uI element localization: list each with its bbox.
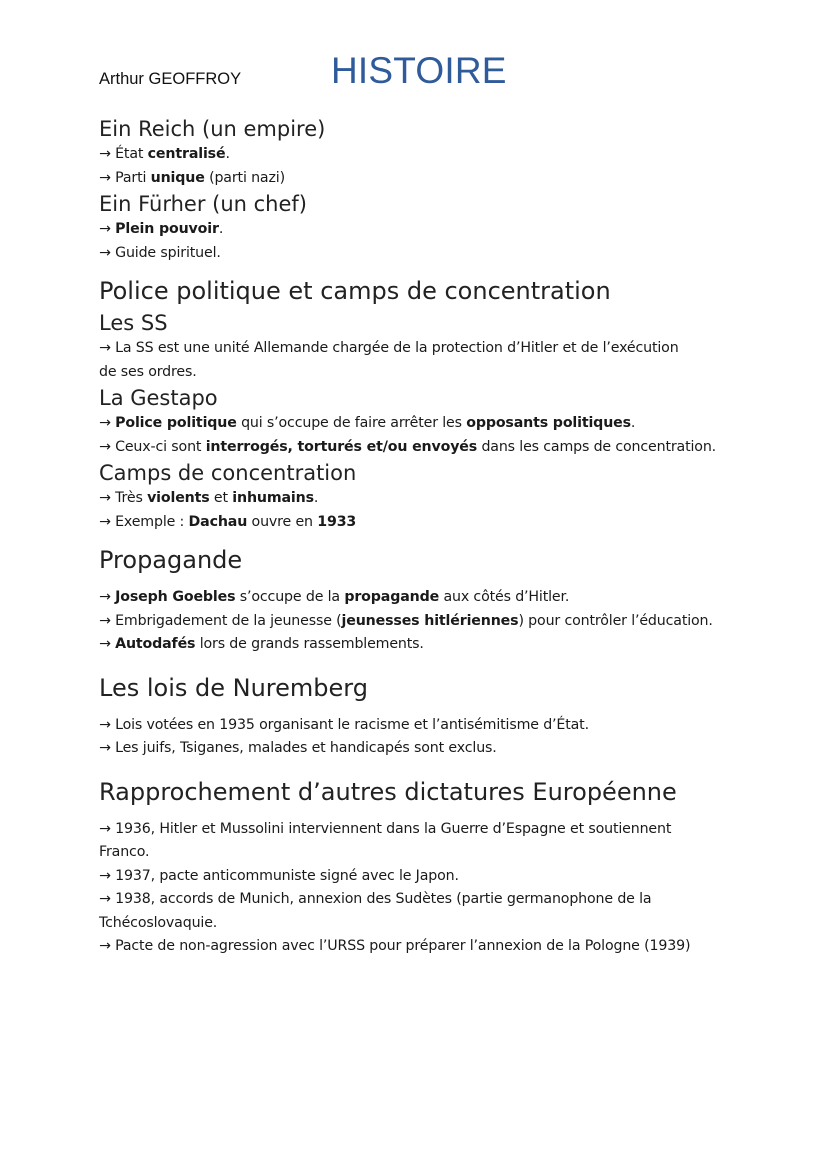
text-line <box>99 714 759 738</box>
text-run: → Pacte de non-agression avec l’URSS pour préparer l’annexion de la Pologne (1939) <box>99 938 691 954</box>
bold-text: Joseph Goebles <box>115 589 236 605</box>
text-run: lors de grands rassemblements. <box>195 636 424 652</box>
text-run: Tchécoslovaquie. <box>99 914 218 931</box>
subsection-heading: Camps de concentration <box>99 461 357 485</box>
text-line <box>99 888 759 912</box>
text-run: → 1936, Hitler et Mussolini interviennent dans la Guerre d’Espagne et soutiennent <box>99 820 672 837</box>
bold-text: inhumains <box>232 490 314 506</box>
bold-text: propagande <box>344 589 440 605</box>
text-line <box>99 218 759 242</box>
text-run: dans les camps de concentration. <box>477 438 717 455</box>
text-run: (parti nazi) <box>204 169 285 186</box>
text-line <box>99 935 759 959</box>
bold-text: Dachau <box>188 513 248 530</box>
text-run: → État <box>99 146 148 162</box>
text-line <box>99 337 759 361</box>
text-line <box>99 412 759 436</box>
bold-text: interrogés, torturés et/ou envoyés <box>205 438 478 455</box>
subsection-heading: Les SS <box>99 311 168 335</box>
text-line <box>99 436 759 460</box>
text-line <box>99 818 759 842</box>
text-run: et <box>209 490 233 506</box>
spacer <box>99 761 759 776</box>
spacer <box>99 534 759 544</box>
text-run: → Ceux-ci sont <box>99 438 206 455</box>
bold-text: unique <box>150 169 205 186</box>
text-run: → <box>99 636 116 652</box>
spacer <box>99 265 759 275</box>
text-line <box>99 633 759 657</box>
text-line <box>99 242 759 266</box>
bold-text: 1933 <box>317 513 357 530</box>
text-run: . <box>313 490 319 506</box>
text-line <box>99 912 759 936</box>
text-run: → 1938, accords de Munich, annexion des Sudètes (partie germanophone de la <box>99 891 652 907</box>
bold-text: violents <box>147 490 210 506</box>
text-run: → Parti <box>99 169 151 186</box>
text-run: → <box>99 221 116 237</box>
text-run: → Très <box>99 490 148 506</box>
text-run: → <box>99 415 116 431</box>
bold-text: jeunesses hitlériennes <box>341 612 519 629</box>
text-run: → 1937, pacte anticommuniste signé avec le Japon. <box>99 867 459 884</box>
text-run: s’occupe de la <box>235 589 345 605</box>
author-name: Arthur GEOFFROY <box>99 70 242 88</box>
spacer <box>99 576 759 586</box>
page-title: HISTOIRE <box>331 50 507 91</box>
text-run: . <box>218 221 224 237</box>
bold-text: centralisé <box>147 146 226 162</box>
bold-text: Police politique <box>115 415 237 431</box>
section-heading: Police politique et camps de concentration <box>99 277 611 305</box>
spacer <box>99 704 759 714</box>
text-run: → Guide spirituel. <box>99 244 221 261</box>
text-line <box>99 841 759 865</box>
section-heading: Propagande <box>99 546 243 574</box>
section-heading: Rapprochement d’autres dictatures Européenne <box>99 777 677 806</box>
bold-text: opposants politiques <box>466 415 631 431</box>
text-line <box>99 511 759 535</box>
text-line <box>99 487 759 511</box>
bold-text: Plein pouvoir <box>115 221 219 237</box>
text-line <box>99 361 759 385</box>
text-run: ) pour contrôler l’éducation. <box>518 612 713 629</box>
text-line <box>99 610 759 634</box>
subsection-heading: Ein Reich (un empire) <box>99 117 326 141</box>
text-line <box>99 586 759 610</box>
text-run: . <box>225 146 230 162</box>
subsection-heading: La Gestapo <box>99 386 218 410</box>
text-run: Franco. <box>99 844 150 860</box>
text-run: ouvre en <box>247 513 318 530</box>
document-body <box>99 115 759 959</box>
text-run: → Exemple : <box>99 513 189 530</box>
text-line <box>99 143 759 167</box>
text-run: → <box>99 589 116 605</box>
text-run: aux côtés d’Hitler. <box>439 589 570 605</box>
spacer <box>99 657 759 672</box>
text-line <box>99 737 759 761</box>
text-run: de ses ordres. <box>99 363 197 380</box>
bold-text: Autodafés <box>115 636 196 652</box>
section-heading: Les lois de Nuremberg <box>99 673 368 702</box>
text-run: → La SS est une unité Allemande chargée de la protection d’Hitler et de l’exécution <box>99 340 679 356</box>
text-run: . <box>630 415 636 431</box>
text-run: qui s’occupe de faire arrêter les <box>236 415 467 431</box>
subsection-heading: Ein Fürher (un chef) <box>99 192 307 216</box>
text-line <box>99 865 759 889</box>
text-line <box>99 167 759 191</box>
spacer <box>99 808 759 818</box>
text-run: → Embrigadement de la jeunesse ( <box>99 612 342 629</box>
text-run: → Lois votées en 1935 organisant le racisme et l’antisémitisme d’État. <box>99 716 589 733</box>
text-run: → Les juifs, Tsiganes, malades et handicapés sont exclus. <box>99 740 497 756</box>
